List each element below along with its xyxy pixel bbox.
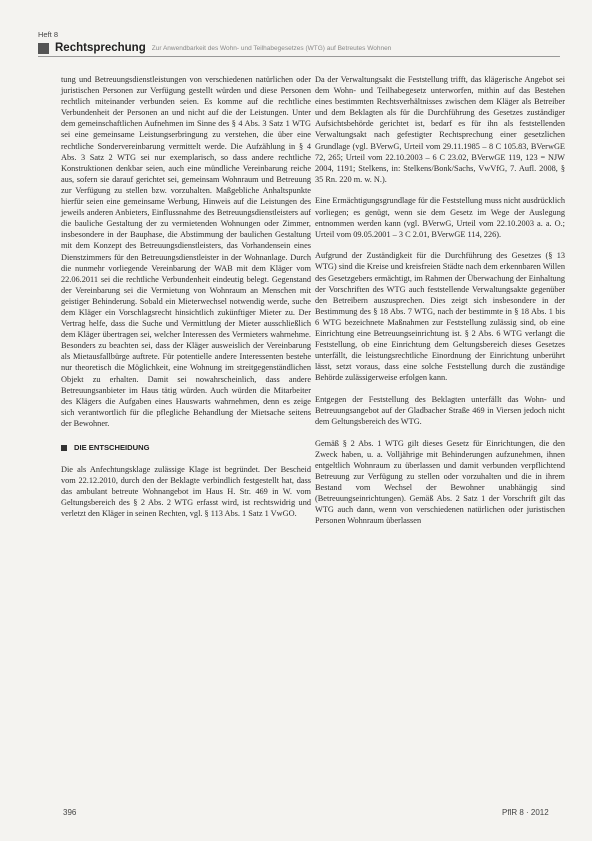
journal-reference: PflR 8 · 2012 — [502, 808, 549, 817]
section-header — [38, 40, 560, 57]
paragraph: Da der Verwaltungsakt die Feststellung trifft, das klägerische Angebot sei dem Wohn- und Teilhabegesetz unterworfen, mithin auf das Bestehen eines bestimmten Rechtsverhältnisses zwischen dem Kläger als Betreiber und dem Beklagten als für die Durchführung des Gesetzes zuständiger Aufsichtsbehörde gerichtet ist, bedarf es für ihn als feststellenden Verwaltungsakt nach gefestigter Rechtsprechung einer gesetzlichen Grundlage (vgl. BVerwG, Urteil vom 29.11.1985 – 8 C 105.83, BVerwGE 72, 265; Urteil vom 22.10.2003 – 6 C 23.02, BVerwGE 119, 123 = NJW 2004, 1191; Stelkens, in: Stelkens/Bonk/Sachs, VwVfG, 7. Aufl. 2008, § 35 Rn. 220 m. w. N.). — [315, 75, 565, 184]
left-column — [61, 74, 311, 530]
paragraph: Gemäß § 2 Abs. 1 WTG gilt dieses Gesetz für Einrichtungen, die den Zweck haben, u. a. Volljährige mit Behinderungen aufzunehmen, ihnen entgeltlich Wohnraum zu überlassen und damit verbunden verpflichtend Betreuung zur Verfügung zu stellen oder vorzuhalten und die in ihrem Bestand vom Wechsel der Bewohner unabhängig sind (Betreuungseinrichtungen). Gemäß Abs. 2 Satz 1 der Vorschrift gilt das WTG auch dann, wenn von verschiedenen natürlichen oder juristischen Personen Wohnraum überlassen — [315, 438, 565, 526]
paragraph: Entgegen der Feststellung des Beklagten unterfällt das Wohn- und Betreuungsangebot auf der Gladbacher Straße 469 in Viersen jedoch nicht dem Geltungsbereich des WTG. — [315, 394, 565, 427]
paragraph: Aufgrund der Zuständigkeit für die Durchführung des Gesetzes (§ 13 WTG) sind die Kreise und kreisfreien Städte nach dem erkennbaren Willen des Gesetzgebers ermächtigt, im Rahmen der Überwachung der Einhaltung der Vorschriften des WTG auch feststellende Verwaltungsakte gegenüber den Betreibern auszusprechen. Dies zeigt sich insbesondere in der Bestimmung des § 18 Abs. 7 WTG, nach der bestimmte in § 18 Abs. 1 bis 6 WTG bezeichnete Maßnahmen zur Feststellung zulässig sind, ob eine Einrichtung eine Betreuungseinrichtung ist. § 2 Abs. 6 WTG verlangt die Feststellung, ob eine Einrichtung dem Geltungsbereich dieses Gesetzes unterfällt, die leistungsrechtliche Einordnung der Einrichtung unberührt lässt, setzt voraus, dass eine solche Feststellung durch die zuständige Behörde zulässigerweise erfolgen kann. — [315, 251, 565, 383]
right-column — [315, 74, 565, 537]
section-mark-icon — [38, 43, 49, 54]
running-head: Heft 8 — [38, 30, 59, 39]
page-number: 396 — [63, 808, 77, 817]
paragraph: tung und Betreuungsdienstleistungen von verschiedenen natürlichen oder juristischen Personen zur Verfügung gestellt würden und diese Personen rechtlich miteinander verbunden seien. Es komme auf die rechtliche Verbundenheit der Personen an und nicht auf die der Leistungen. Unter dem gemeinschaftlichen Aufnehmen im Sinne des § 4 Abs. 3 Satz 1 WTG sei eine gemeinsame Leistungserbringung zu verstehen, die über eine rechtliche Sondervereinbarung vermittelt werde. Die Aufzählung in § 4 Abs. 3 Satz 2 WTG sei nur exemplarisch, so dass andere rechtliche Konstruktionen denkbar seien, auch eine mündliche Vereinbarung reiche aus, sofern sie darauf gerichtet sei, gemeinsam Wohnraum und Betreuung zur Verfügung zu stellen bzw. vorzuhalten. Maßgebliche Anhaltspunkte hierfür seien eine gemeinsame Werbung, Hinweis auf die Leistungen des jeweils anderen Anbieters, Einflussnahme des Betreuungsdienstleisters auf die bauliche Gestaltung der zu vermietenden Wohnungen oder Zimmer, insbesondere in der Bauphase, die Abstimmung der baulichen Gestaltung mit dem Konzept des Betreuungsdienstleisters, das Vorhandensein eines Dienstzimmers für den Betreuungsdienstleister in der Wohnanlage. Durch die nunmehr vorliegende Vereinbarung der WAB mit dem Kläger vom 22.06.2011 sei die rechtliche Verbundenheit eindeutig belegt. Gegenstand der Vereinbarung sei die Vermietung von Wohnraum an Menschen mit geistiger Behinderung. Sobald ein Mieterwechsel notwendig werde, suche dem Kläger ein Vorschlagsrecht hinsichtlich zukünftiger Mieter zu. Der Vertrag helfe, dass die Suche und Vermittlung der Mieter ausschließlich dem Kläger übertragen sei, welcher Interessen des Vermieters wahrnehme. Besonders zu beachten sei, dass der Kläger ausweislich der Vereinbarung als Mietausfallbürge auftrete. Für potentielle andere Interessenten bestehe nur theoretisch die Möglichkeit, eine Wohnung im streitgegenständlichen Objekt zu erhalten. Damit sei nowahrscheinlich, dass andere Betreuungsanbieter im Haus tätig würden. Auch würden die Mitarbeiter des Klägers die Aufgaben eines Hauswarts wahrnehmen, denn es zeige sich verantwortlich für die pflegliche Behandlung der Mietsache seitens der Bewohner. — [61, 75, 311, 428]
section-title: Rechtsprechung — [55, 42, 146, 54]
section-heading — [61, 442, 311, 453]
section-subtitle: Zur Anwendbarkeit des Wohn- und Teilhabegesetzes (WTG) auf Betreutes Wohnen — [151, 44, 392, 52]
square-bullet-icon — [61, 445, 67, 451]
section-heading-label: DIE ENTSCHEIDUNG — [74, 443, 150, 452]
paragraph: Eine Ermächtigungsgrundlage für die Feststellung muss nicht ausdrücklich vorliegen; es genügt, wenn sie dem Gesetz im Wege der Auslegung entnommen werden kann (vgl. BVerwG, Urteil vom 22.10.2003 a. a. O.; Urteil vom 09.05.2001 – 3 C 2.01, BVerwGE 114, 226). — [315, 196, 565, 239]
paragraph: Die als Anfechtungsklage zulässige Klage ist begründet. Der Bescheid vom 22.12.2010, durch den der Beklagte verbindlich festgestellt hat, dass das ambulant betreute Wohnangebot im Haus H. Str. 469 in W. vom Geltungsbereich des § 2 Abs. 2 WTG erfasst wird, ist rechtswidrig und verletzt den Kläger in seinen Rechten, vgl. § 113 Abs. 1 Satz 1 VwGO. — [61, 465, 311, 519]
